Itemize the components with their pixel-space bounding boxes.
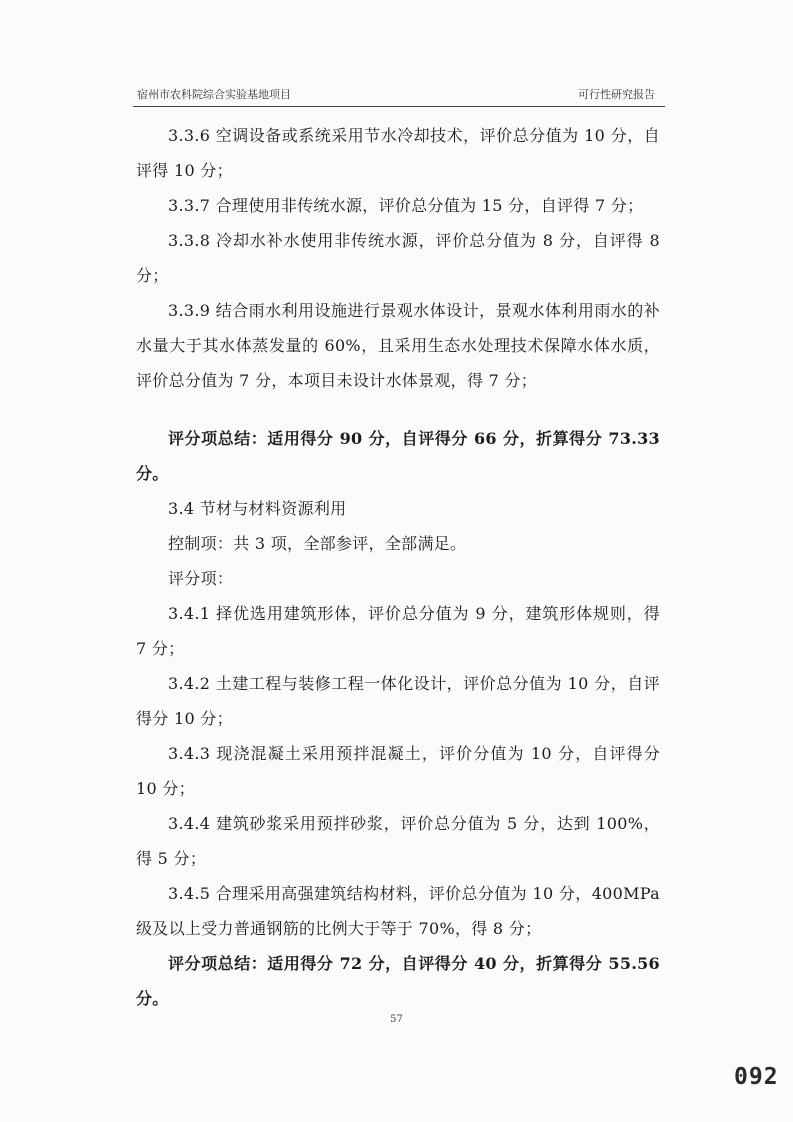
- item-3-3-9: 3.3.9 结合雨水利用设施进行景观水体设计，景观水体利用雨水的补水量大于其水体蒸发量的 60%，且采用生态水处理技术保障水体水质，评价总分值为 7 分，本项目未设计水体景观，得 7 分；: [136, 301, 660, 390]
- item-3-3-8: 3.3.8 冷却水补水使用非传统水源，评价总分值为 8 分，自评得 8 分；: [136, 231, 660, 285]
- header-project-title: 宿州市农科院综合实验基地项目: [137, 88, 291, 101]
- header-report-type: 可行性研究报告: [578, 88, 655, 101]
- section-heading-3-4: 3.4 节材与材料资源利用: [168, 499, 347, 518]
- page-number: 57: [390, 1014, 403, 1025]
- document-body: [136, 118, 660, 1016]
- item-3-4-3: 3.4.3 现浇混凝土采用预拌混凝土，评价分值为 10 分，自评得分 10 分；: [136, 744, 660, 798]
- item-3-4-4: 3.4.4 建筑砂浆采用预拌砂浆，评价总分值为 5 分，达到 100%，得 5 分；: [136, 814, 660, 868]
- item-3-3-7: 3.3.7 合理使用非传统水源，评价总分值为 15 分，自评得 7 分；: [168, 196, 644, 215]
- item-3-4-2: 3.4.2 土建工程与装修工程一体化设计，评价总分值为 10 分，自评得分 10 分；: [136, 674, 660, 728]
- header-divider: [133, 106, 665, 107]
- item-3-4-1: 3.4.1 择优选用建筑形体，评价总分值为 9 分，建筑形体规则，得 7 分；: [136, 604, 660, 658]
- scoring-summary-3-4: 评分项总结：适用得分 72 分，自评得分 40 分，折算得分 55.56 分。: [136, 954, 660, 1008]
- page-header: [133, 84, 663, 104]
- scoring-summary-3-3: 评分项总结：适用得分 90 分，自评得分 66 分，折算得分 73.33 分。: [136, 429, 660, 483]
- control-items-text: 控制项：共 3 项，全部参评，全部满足。: [168, 534, 467, 553]
- item-3-4-5: 3.4.5 合理采用高强建筑结构材料，评价总分值为 10 分，400MPa 级及以上受力普通钢筋的比例大于等于 70%，得 8 分；: [136, 884, 660, 938]
- scoring-items-label: 评分项：: [168, 569, 234, 588]
- item-3-3-6: 3.3.6 空调设备或系统采用节水冷却技术，评价总分值为 10 分，自评得 10 分；: [136, 126, 660, 180]
- stamped-page-number: 092: [734, 1064, 779, 1090]
